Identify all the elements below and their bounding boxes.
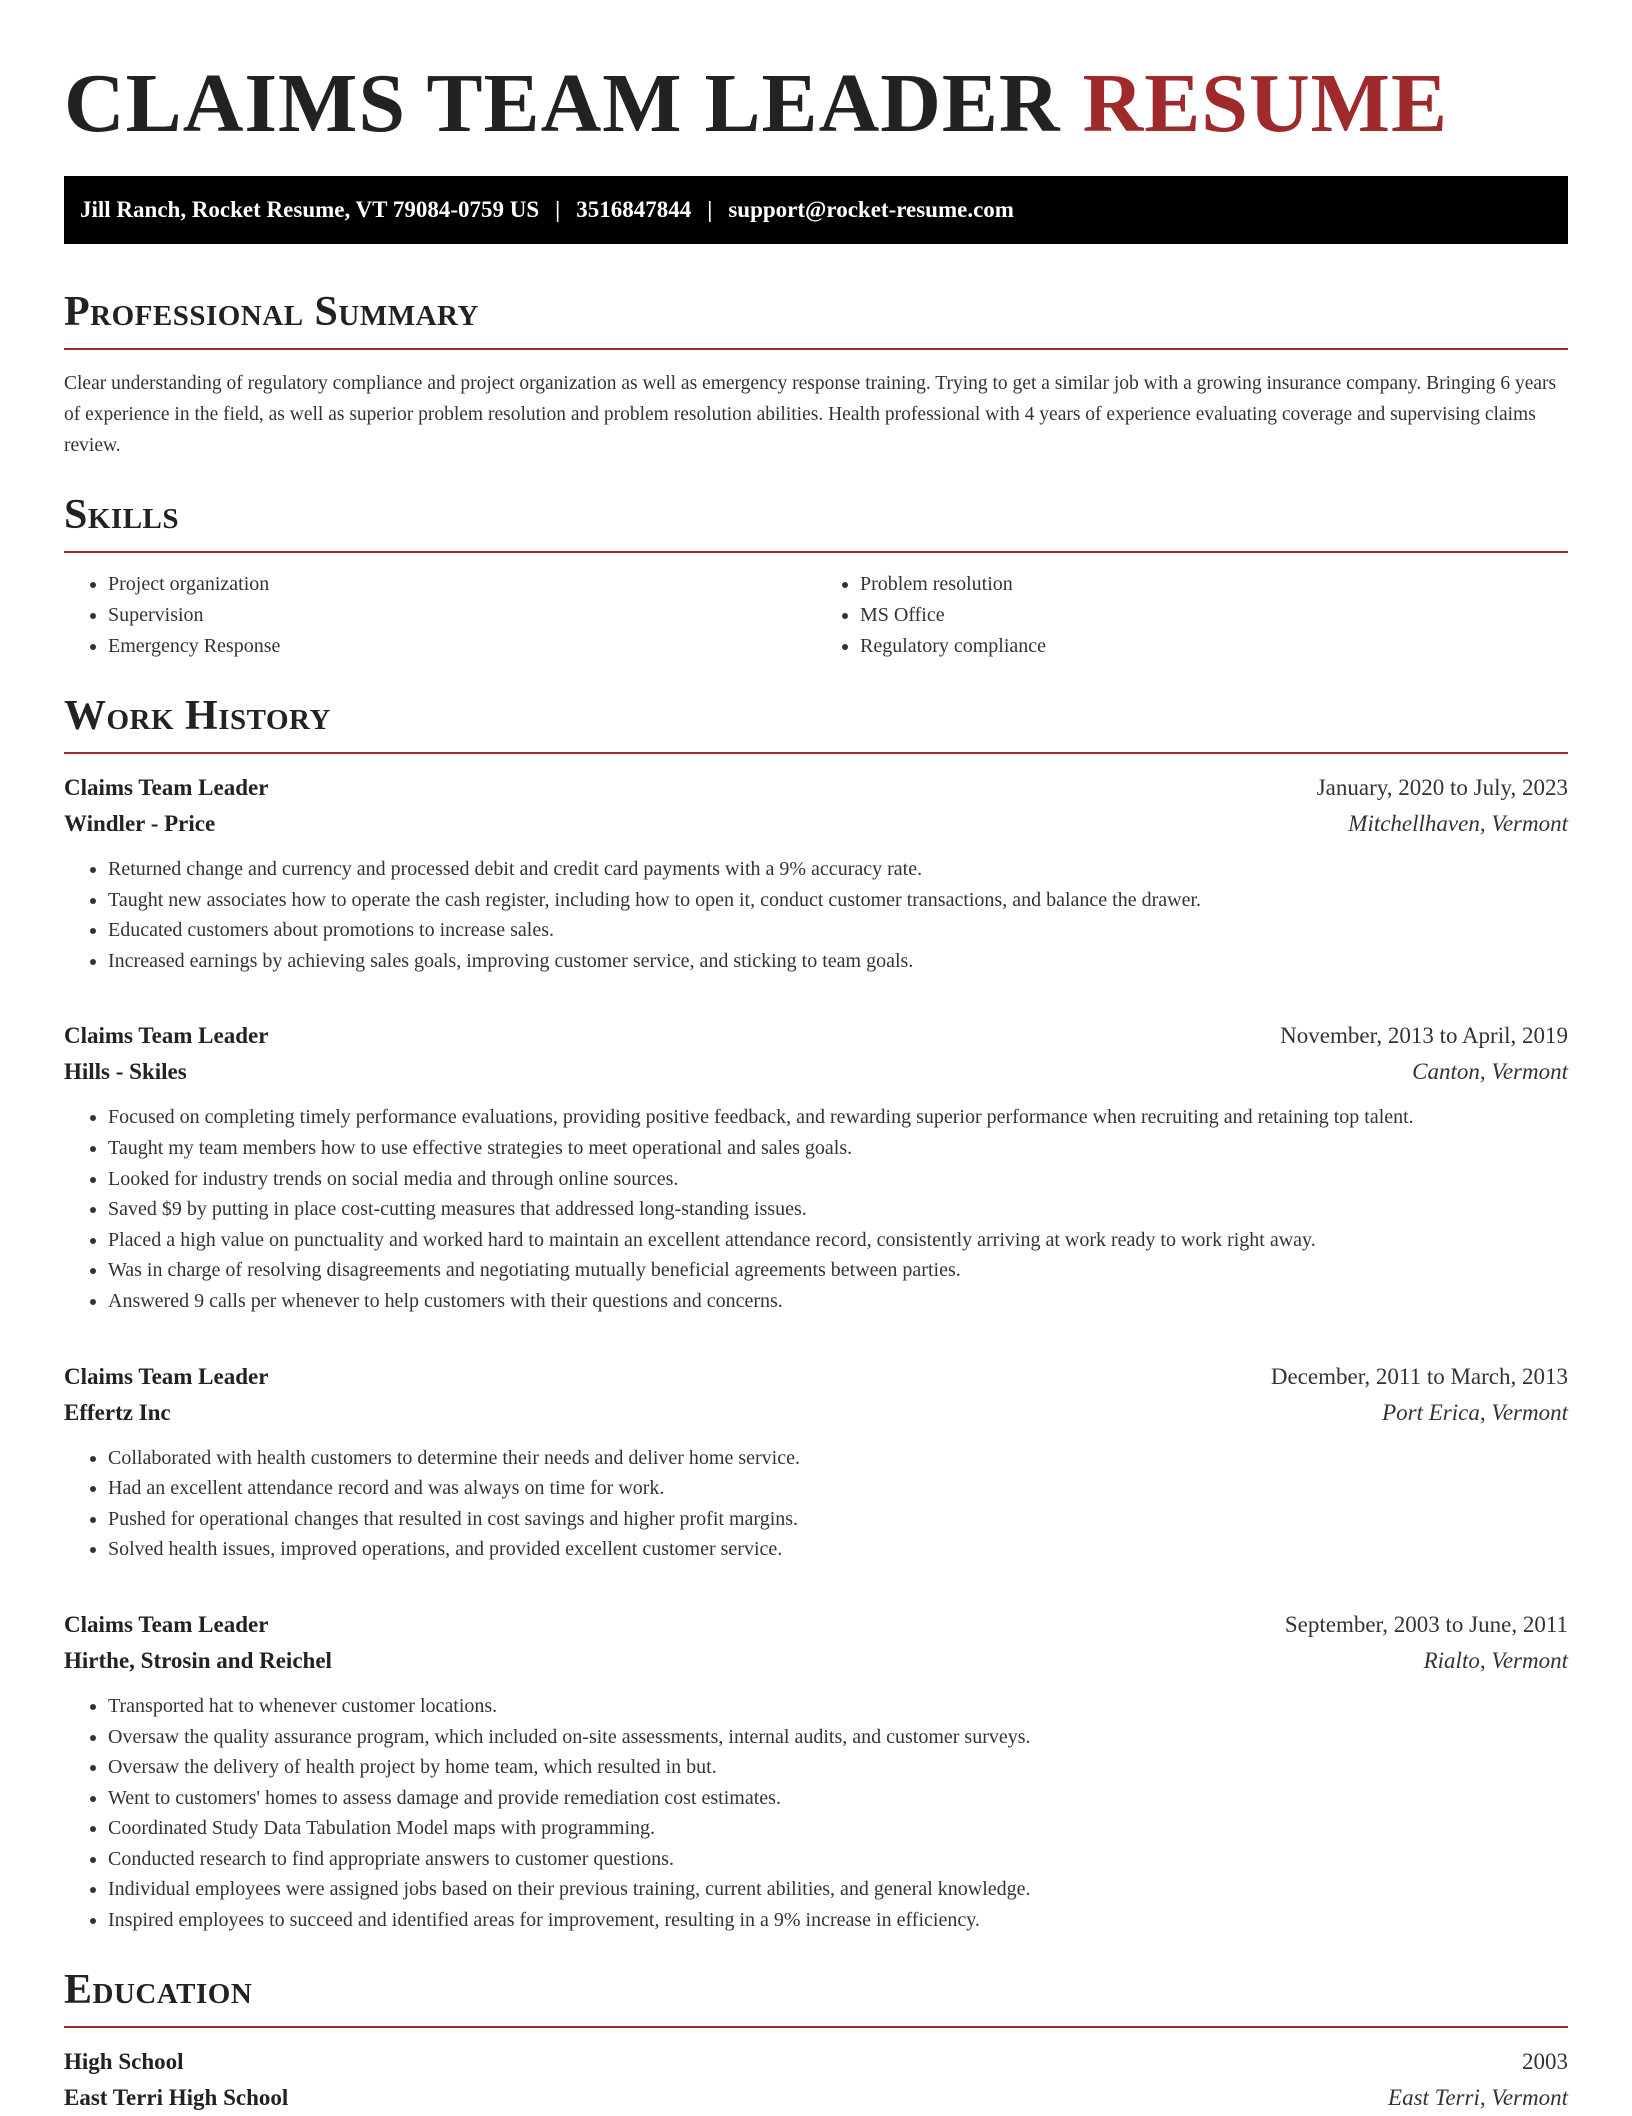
job-bullet: • Increased earnings by achieving sales goals, improving customer service, and sticking to team goals. — [108, 946, 1568, 977]
job-bullet: • Saved $9 by putting in place cost-cutting measures that addressed long-standing issues. — [108, 1194, 1568, 1225]
contact-address: Jill Ranch, Rocket Resume, VT 79084-0759 US — [80, 197, 540, 222]
job-title: Claims Team Leader — [64, 1023, 269, 1049]
job-bullet: • Taught my team members how to use effective strategies to meet operational and sales goals. — [108, 1133, 1568, 1164]
job-header-row — [64, 1359, 1568, 1395]
contact-separator: | — [555, 197, 561, 222]
job-title: Claims Team Leader — [64, 775, 269, 800]
job-dates: December, 2011 to March, 2013 — [1270, 1363, 1568, 1389]
summary-heading: Professional Summary — [64, 288, 1568, 350]
job-bullet: • Looked for industry trends on social media and through online sources. — [108, 1164, 1568, 1195]
job-bullet: • Inspired employees to succeed and identified areas for improvement, resulting in a 9% increase in efficiency. — [108, 1905, 1568, 1936]
job-entry — [64, 770, 1568, 976]
contact-email[interactable]: support@rocket-resume.com — [728, 197, 1014, 222]
education-year: 2003 — [1522, 2048, 1568, 2074]
job-bullet: • Taught new associates how to operate the cash register, including how to open it, conduct customer transactions, and balance the drawer. — [108, 885, 1568, 916]
job-company-row — [64, 806, 1568, 842]
job-bullet: • Pushed for operational changes that resulted in cost savings and higher profit margins. — [108, 1504, 1568, 1535]
job-header-row — [64, 770, 1568, 806]
contact-phone[interactable]: 3516847844 — [576, 197, 692, 222]
job-location: Canton, Vermont — [1412, 1059, 1568, 1085]
job-bullets — [64, 854, 1568, 976]
job-header-row — [64, 1607, 1568, 1643]
job-bullet: • Educated customers about promotions to increase sales. — [108, 915, 1568, 946]
job-bullet: • Was in charge of resolving disagreements and negotiating mutually beneficial agreements between parties. — [108, 1255, 1568, 1286]
work-history-heading: Work History — [64, 692, 1568, 754]
education-heading: Education — [64, 1966, 1568, 2028]
education-school-row — [64, 2080, 1568, 2116]
skill-item: • Emergency Response — [108, 631, 816, 662]
resume-title — [64, 56, 1568, 152]
skill-item: • Project organization — [108, 569, 816, 600]
skills-column-left — [64, 569, 816, 662]
job-company: Hills - Skiles — [64, 1059, 187, 1085]
job-title: Claims Team Leader — [64, 1363, 269, 1389]
title-accent: RESUME — [1082, 57, 1448, 150]
contact-bar — [64, 176, 1568, 244]
education-location: East Terri, Vermont — [1388, 2084, 1568, 2110]
job-location: Mitchellhaven, Vermont — [1348, 811, 1568, 836]
skills-list — [64, 569, 1568, 662]
job-entry — [64, 1018, 1568, 1316]
job-company-row — [64, 1643, 1568, 1679]
job-bullet: • Went to customers' homes to assess damage and provide remediation cost estimates. — [108, 1783, 1568, 1814]
job-bullet: • Returned change and currency and processed debit and credit card payments with a 9% accuracy rate. — [108, 854, 1568, 885]
job-location: Rialto, Vermont — [1423, 1647, 1568, 1673]
job-bullets — [64, 1691, 1568, 1936]
job-bullet: • Individual employees were assigned jobs based on their previous training, current abilities, and general knowledge. — [108, 1874, 1568, 1905]
job-bullet: • Placed a high value on punctuality and worked hard to maintain an excellent attendance record, consistently arriving at work ready to work right away. — [108, 1225, 1568, 1256]
job-location: Port Erica, Vermont — [1382, 1399, 1568, 1425]
summary-section — [64, 288, 1568, 461]
skill-item: • Problem resolution — [860, 569, 1568, 600]
skills-heading: Skills — [64, 491, 1568, 553]
education-degree: High School — [64, 2048, 184, 2074]
job-entry — [64, 1607, 1568, 1936]
job-dates: November, 2013 to April, 2019 — [1280, 1023, 1568, 1049]
education-entry — [64, 2044, 1568, 2116]
job-company: Windler - Price — [64, 811, 216, 836]
skill-item: • Supervision — [108, 600, 816, 631]
resume-page — [64, 0, 1568, 2116]
skill-item: • Regulatory compliance — [860, 631, 1568, 662]
job-bullet: • Answered 9 calls per whenever to help customers with their questions and concerns. — [108, 1286, 1568, 1317]
skill-item: • MS Office — [860, 600, 1568, 631]
summary-text: Clear understanding of regulatory compliance and project organization as well as emergency response training. Trying to get a similar job with a growing insurance company. Bringing 6 years of experience in the field, as well as superior problem resolution and problem resolution abilities. Health professional with 4 years of experience evaluating coverage and supervising claims review. — [64, 373, 1557, 456]
job-bullets — [64, 1443, 1568, 1565]
job-bullet: • Conducted research to find appropriate answers to customer questions. — [108, 1844, 1568, 1875]
job-bullet: • Oversaw the delivery of health project by home team, which resulted in but. — [108, 1752, 1568, 1783]
job-company-row — [64, 1054, 1568, 1090]
job-dates: January, 2020 to July, 2023 — [1316, 775, 1568, 800]
job-header-row — [64, 1018, 1568, 1054]
work-history-section — [64, 692, 1568, 1936]
job-company: Hirthe, Strosin and Reichel — [64, 1647, 332, 1673]
job-bullet: • Oversaw the quality assurance program, which included on-site assessments, internal audits, and customer surveys. — [108, 1722, 1568, 1753]
education-section — [64, 1966, 1568, 2116]
job-bullet: • Focused on completing timely performance evaluations, providing positive feedback, and rewarding superior performance when recruiting and retaining top talent. — [108, 1102, 1568, 1133]
job-bullet: • Collaborated with health customers to determine their needs and deliver home service. — [108, 1443, 1568, 1474]
education-header-row — [64, 2044, 1568, 2080]
job-bullet: • Had an excellent attendance record and was always on time for work. — [108, 1473, 1568, 1504]
contact-separator: | — [707, 197, 713, 222]
job-bullet: • Solved health issues, improved operations, and provided excellent customer service. — [108, 1534, 1568, 1565]
job-bullet: • Transported hat to whenever customer locations. — [108, 1691, 1568, 1722]
job-title: Claims Team Leader — [64, 1611, 269, 1637]
skills-section — [64, 491, 1568, 662]
education-school: East Terri High School — [64, 2084, 289, 2110]
job-bullets — [64, 1102, 1568, 1316]
title-main: CLAIMS TEAM LEADER — [64, 57, 1061, 150]
job-bullet: • Coordinated Study Data Tabulation Model maps with programming. — [108, 1813, 1568, 1844]
job-company-row — [64, 1395, 1568, 1431]
job-company: Effertz Inc — [64, 1399, 171, 1425]
job-dates: September, 2003 to June, 2011 — [1284, 1611, 1568, 1637]
job-entry — [64, 1359, 1568, 1565]
skills-column-right — [816, 569, 1568, 662]
